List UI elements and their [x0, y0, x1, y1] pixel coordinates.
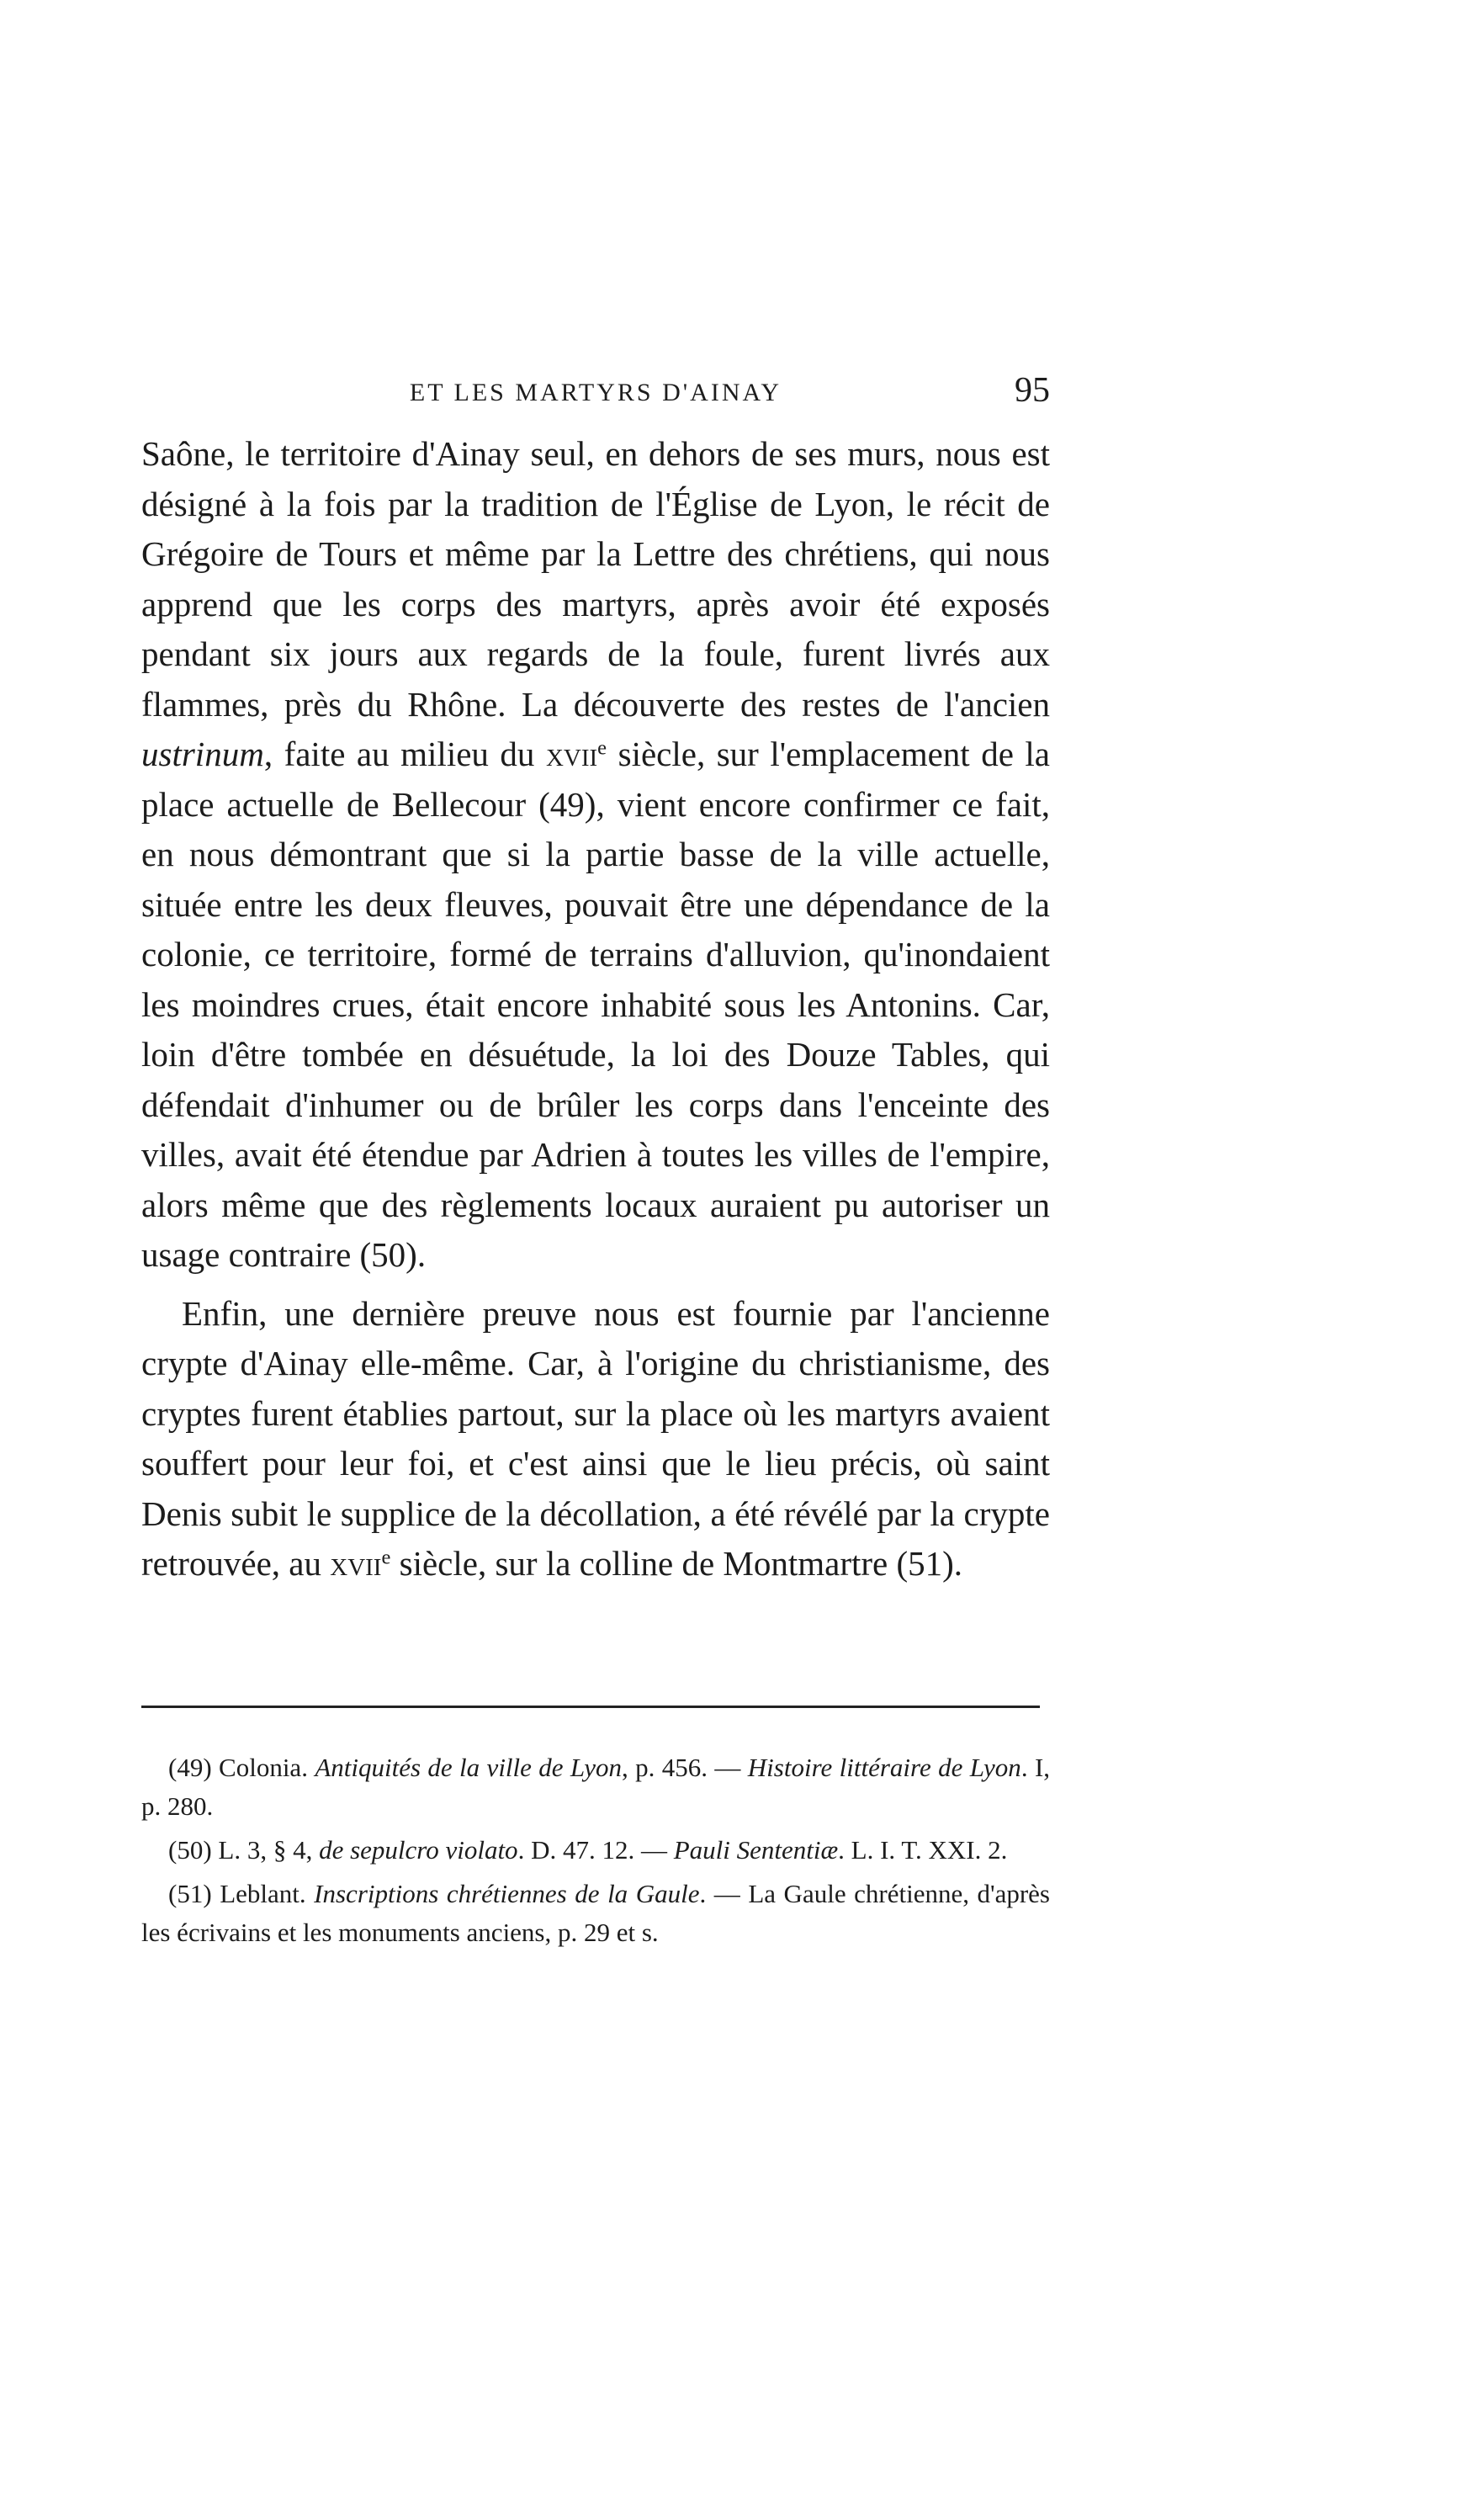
- paragraph-1-text-f: siècle, sur l'emplacement de la place actuelle de Bellecour (49), vient encore confirmer ce fait, en nous démontrant que si la partie basse de la ville actuelle, située entre les deux fleuves, pouvait être une dépendance de la colonie, ce territoire, formé de terrains d'alluvion, qu'inondaient les moindres crues, était encore inhabité sous les Antonins. Car, loin d'être tombée en désuétude, la loi des Douze Tables, qui défendait d'inhumer ou de brûler les corps dans l'enceinte des villes, avait été étendue par Adrien à toutes les villes de l'empire, alors même que des règlements locaux auraient pu autoriser un usage contraire (50).: [141, 735, 1051, 1274]
- footnote-50-text-a: (50) L. 3, § 4,: [168, 1835, 320, 1865]
- footnote-50-text-c: . D. 47. 12. —: [517, 1835, 674, 1865]
- paragraph-1-text-a: Saône, le territoire d'Ainay seul, en dehors de ses murs, nous est désigné à la fois par la tradition de l'Église de Lyon, le récit de Grégoire de Tours et même par la Lettre des chrétiens, qui nous apprend que les corps des martyrs, après avoir été exposés pendant six jours aux regards de la foule, furent livrés aux flammes, près du Rhône. La découverte des restes de l'ancien: [141, 434, 1050, 724]
- paragraph-1: [141, 429, 1050, 1281]
- footnote-49-title-2: Histoire littéraire de Lyon: [747, 1753, 1021, 1782]
- paragraph-1-century-numeral: xvii: [545, 735, 598, 773]
- footnote-50-text-e: . L. I. T. XXI. 2.: [838, 1835, 1008, 1865]
- paragraph-2-text-d: siècle, sur la colline de Montmartre (51).: [390, 1544, 963, 1583]
- footnote-51-title-1: Inscriptions chrétiennes de la Gaule: [314, 1879, 700, 1908]
- paragraph-1-text-c: , faite au milieu du: [263, 735, 546, 773]
- main-text: [141, 429, 1050, 1589]
- footnote-50-title-1: de sepulcro violato: [319, 1835, 518, 1865]
- footnote-49-title-1: Antiquités de la ville de Lyon: [315, 1753, 623, 1782]
- footnote-50-title-2: Pauli Sententiæ: [673, 1835, 839, 1865]
- paragraph-2-text-a: Enfin, une dernière preuve nous est fournie par l'ancienne crypte d'Ainay elle-même. Car, à l'origine du christianisme, des cryptes furent établies partout, sur la place où les martyrs avaient souffert pour leur foi, et c'est ainsi que le lieu précis, où saint Denis subit le supplice de la décollation, a été révélé par la crypte retrouvée, au: [141, 1293, 1050, 1583]
- paragraph-2-century-numeral: xvii: [330, 1544, 382, 1583]
- footnote-49-text-a: (49) Colonia.: [168, 1753, 315, 1782]
- paragraph-1-century-suffix: e: [597, 736, 607, 760]
- footnote-51: [141, 1875, 1050, 1952]
- page-number: 95: [1015, 371, 1050, 410]
- footnote-rule: [141, 1706, 1040, 1708]
- footnote-49: [141, 1748, 1050, 1826]
- running-head: [141, 370, 1050, 429]
- paragraph-2: [141, 1289, 1050, 1589]
- footnote-51-text-a: (51) Leblant.: [168, 1879, 315, 1908]
- paragraph-1-italic-ustrinum: ustrinum: [141, 735, 264, 773]
- running-title: ET LES MARTYRS D'AINAY: [409, 379, 782, 406]
- paragraph-2-century-suffix: e: [381, 1546, 391, 1569]
- footnote-51-text-c: . — La Gaule chrétienne, d'après les écrivains et les monuments anciens, p. 29 et s.: [141, 1879, 1050, 1947]
- footnote-49-text-e: . I, p. 280.: [141, 1753, 1051, 1821]
- footnotes: [141, 1748, 1050, 1957]
- footnote-50: [141, 1831, 1050, 1870]
- footnote-49-text-c: , p. 456. —: [622, 1753, 748, 1782]
